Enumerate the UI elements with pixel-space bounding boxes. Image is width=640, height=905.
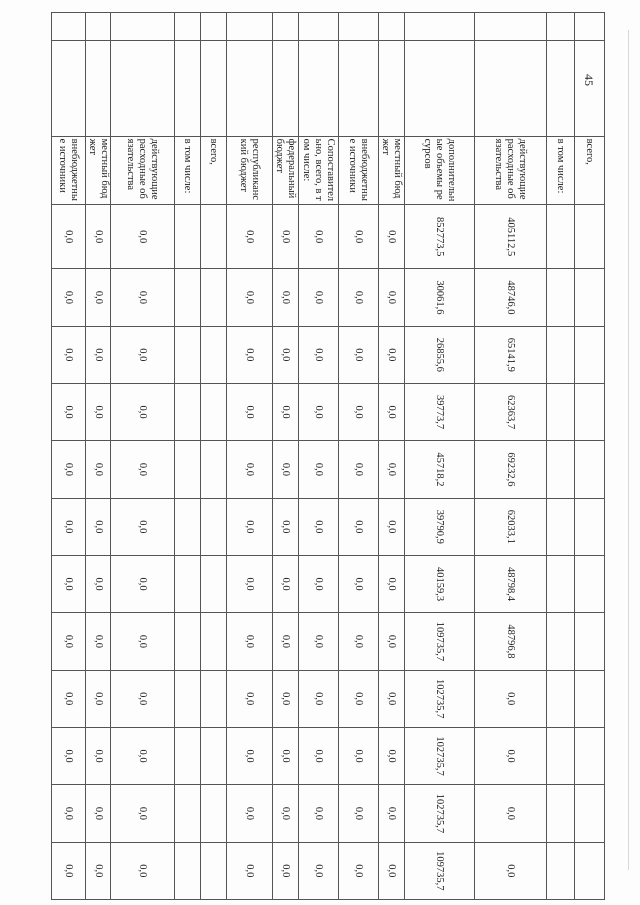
year-value-cell: 0,0: [379, 785, 405, 842]
year-value-cell: 0,0: [339, 727, 379, 784]
category-cell: всего,: [201, 136, 227, 205]
year-value-cell: [201, 383, 227, 440]
category-cell: действующие расходные обязательства: [111, 136, 175, 205]
blank-cell: [201, 13, 227, 41]
blank-cell: [379, 41, 405, 137]
year-value-cell: 0,0: [339, 670, 379, 727]
table-row: [547, 13, 575, 900]
table-row: [52, 13, 86, 900]
year-value-cell: [175, 555, 201, 612]
year-value-cell: 0,0: [111, 441, 175, 498]
year-value-cell: 65141,9: [475, 326, 547, 383]
year-value-cell: 0,0: [379, 670, 405, 727]
total-cell: [175, 205, 201, 269]
total-cell: 0,0: [52, 205, 86, 269]
category-cell: федеральный бюджет: [273, 136, 299, 205]
category-cell: Сопоставительно, всего, в том числе:: [299, 136, 339, 205]
year-value-cell: 0,0: [52, 441, 86, 498]
year-value-cell: [547, 269, 575, 326]
year-value-cell: 0,0: [475, 727, 547, 784]
year-value-cell: 0,0: [111, 269, 175, 326]
year-value-cell: 0,0: [379, 441, 405, 498]
blank-cell: [175, 41, 201, 137]
blank-cell: [227, 13, 273, 41]
year-value-cell: 0,0: [339, 842, 379, 899]
year-value-cell: 0,0: [86, 326, 111, 383]
category-cell: местный бюджет: [379, 136, 405, 205]
year-value-cell: 109735,7: [405, 842, 475, 899]
year-value-cell: 0,0: [227, 670, 273, 727]
table-row: [227, 13, 273, 900]
year-value-cell: [575, 785, 605, 842]
year-value-cell: 0,0: [52, 613, 86, 670]
year-value-cell: [575, 613, 605, 670]
year-value-cell: 0,0: [299, 613, 339, 670]
table-row: [405, 13, 475, 900]
year-value-cell: [175, 383, 201, 440]
year-value-cell: [175, 785, 201, 842]
table-row: [273, 13, 299, 900]
blank-cell: [273, 13, 299, 41]
year-value-cell: 0,0: [52, 670, 86, 727]
year-value-cell: [175, 269, 201, 326]
year-value-cell: [175, 326, 201, 383]
blank-cell: [52, 13, 86, 41]
year-value-cell: [575, 383, 605, 440]
year-value-cell: 0,0: [379, 326, 405, 383]
year-value-cell: 0,0: [339, 383, 379, 440]
year-value-cell: 102735,7: [405, 727, 475, 784]
year-value-cell: [201, 613, 227, 670]
blank-cell: [475, 41, 547, 137]
year-value-cell: [201, 269, 227, 326]
blank-cell: [86, 41, 111, 137]
blank-cell: [547, 41, 575, 137]
year-value-cell: [201, 498, 227, 555]
category-cell: в том числе:: [547, 136, 575, 205]
total-cell: [201, 205, 227, 269]
year-value-cell: 0,0: [299, 670, 339, 727]
table-row: [575, 13, 605, 900]
year-value-cell: [547, 383, 575, 440]
table-row: [201, 13, 227, 900]
year-value-cell: 0,0: [379, 842, 405, 899]
year-value-cell: 0,0: [86, 498, 111, 555]
year-value-cell: 0,0: [299, 842, 339, 899]
year-value-cell: 0,0: [273, 326, 299, 383]
year-value-cell: [175, 613, 201, 670]
blank-cell: [379, 13, 405, 41]
year-value-cell: 0,0: [273, 785, 299, 842]
total-cell: 0,0: [111, 205, 175, 269]
year-value-cell: [547, 785, 575, 842]
table-row: [175, 13, 201, 900]
year-value-cell: 0,0: [273, 441, 299, 498]
year-value-cell: 0,0: [52, 555, 86, 612]
year-value-cell: 0,0: [299, 441, 339, 498]
year-value-cell: [175, 498, 201, 555]
budget-table: [51, 12, 605, 900]
year-value-cell: [201, 441, 227, 498]
year-value-cell: 0,0: [273, 613, 299, 670]
year-value-cell: 0,0: [273, 842, 299, 899]
year-value-cell: 0,0: [52, 785, 86, 842]
year-value-cell: 0,0: [86, 670, 111, 727]
year-value-cell: [175, 670, 201, 727]
category-cell: местный бюджет: [86, 136, 111, 205]
year-value-cell: 0,0: [299, 555, 339, 612]
year-value-cell: 0,0: [339, 441, 379, 498]
year-value-cell: [175, 842, 201, 899]
year-value-cell: 48746,0: [475, 269, 547, 326]
blank-cell: [175, 13, 201, 41]
total-cell: [575, 205, 605, 269]
year-value-cell: [547, 670, 575, 727]
year-value-cell: 0,0: [379, 727, 405, 784]
blank-cell: [405, 41, 475, 137]
total-cell: 0,0: [227, 205, 273, 269]
year-value-cell: [201, 670, 227, 727]
page-number: 45: [582, 74, 596, 86]
year-value-cell: 48796,8: [475, 613, 547, 670]
year-value-cell: 0,0: [379, 383, 405, 440]
year-value-cell: 39773,7: [405, 383, 475, 440]
year-value-cell: 0,0: [111, 785, 175, 842]
year-value-cell: 0,0: [111, 670, 175, 727]
blank-cell: [339, 41, 379, 137]
year-value-cell: 0,0: [86, 727, 111, 784]
year-value-cell: [547, 441, 575, 498]
rotated-table-wrapper: [57, 0, 605, 905]
year-value-cell: 0,0: [227, 326, 273, 383]
total-cell: 0,0: [379, 205, 405, 269]
year-value-cell: 0,0: [52, 498, 86, 555]
year-value-cell: [201, 326, 227, 383]
year-value-cell: 69232,6: [475, 441, 547, 498]
year-value-cell: 0,0: [86, 383, 111, 440]
year-value-cell: 0,0: [299, 326, 339, 383]
budget-table-body: [52, 13, 605, 900]
year-value-cell: 0,0: [299, 498, 339, 555]
year-value-cell: 0,0: [379, 555, 405, 612]
blank-cell: [273, 41, 299, 137]
table-row: [379, 13, 405, 900]
blank-cell: [405, 13, 475, 41]
blank-cell: [111, 41, 175, 137]
year-value-cell: 0,0: [273, 727, 299, 784]
year-value-cell: 0,0: [86, 785, 111, 842]
category-cell: внебюджетные источники: [52, 136, 86, 205]
year-value-cell: [575, 441, 605, 498]
year-value-cell: [201, 785, 227, 842]
year-value-cell: 0,0: [273, 555, 299, 612]
year-value-cell: [575, 727, 605, 784]
year-value-cell: 0,0: [227, 842, 273, 899]
year-value-cell: [575, 555, 605, 612]
year-value-cell: 0,0: [299, 785, 339, 842]
category-cell: действующие расходные обязательства: [475, 136, 547, 205]
year-value-cell: 0,0: [111, 727, 175, 784]
year-value-cell: 0,0: [227, 785, 273, 842]
year-value-cell: 102735,7: [405, 670, 475, 727]
year-value-cell: 0,0: [86, 441, 111, 498]
year-value-cell: 0,0: [339, 785, 379, 842]
year-value-cell: 0,0: [86, 269, 111, 326]
year-value-cell: 0,0: [475, 842, 547, 899]
year-value-cell: [175, 727, 201, 784]
year-value-cell: 0,0: [273, 670, 299, 727]
year-value-cell: 0,0: [111, 555, 175, 612]
year-value-cell: 0,0: [111, 613, 175, 670]
year-value-cell: 48798,4: [475, 555, 547, 612]
total-cell: 0,0: [299, 205, 339, 269]
year-value-cell: 0,0: [273, 269, 299, 326]
year-value-cell: 45718,2: [405, 441, 475, 498]
table-row: [111, 13, 175, 900]
year-value-cell: [575, 498, 605, 555]
category-cell: внебюджетные источники: [339, 136, 379, 205]
year-value-cell: 0,0: [227, 269, 273, 326]
year-value-cell: 0,0: [52, 383, 86, 440]
year-value-cell: 0,0: [86, 842, 111, 899]
year-value-cell: 30061,6: [405, 269, 475, 326]
year-value-cell: 62033,1: [475, 498, 547, 555]
category-cell: республиканский бюджет: [227, 136, 273, 205]
year-value-cell: 0,0: [273, 498, 299, 555]
year-value-cell: [201, 842, 227, 899]
year-value-cell: 0,0: [339, 269, 379, 326]
year-value-cell: [547, 498, 575, 555]
year-value-cell: 0,0: [227, 727, 273, 784]
table-row: [339, 13, 379, 900]
year-value-cell: [575, 842, 605, 899]
year-value-cell: [547, 555, 575, 612]
category-cell: всего,: [575, 136, 605, 205]
year-value-cell: 0,0: [52, 842, 86, 899]
year-value-cell: 0,0: [86, 613, 111, 670]
total-cell: 0,0: [86, 205, 111, 269]
total-cell: 0,0: [339, 205, 379, 269]
year-value-cell: 62363,7: [475, 383, 547, 440]
year-value-cell: 0,0: [475, 670, 547, 727]
year-value-cell: 0,0: [111, 383, 175, 440]
blank-cell: [86, 13, 111, 41]
year-value-cell: [201, 555, 227, 612]
category-cell: дополнительные объемы ресурсов: [405, 136, 475, 205]
year-value-cell: 0,0: [111, 326, 175, 383]
year-value-cell: 0,0: [299, 727, 339, 784]
blank-cell: [547, 13, 575, 41]
year-value-cell: 0,0: [227, 613, 273, 670]
year-value-cell: 0,0: [227, 498, 273, 555]
blank-cell: [201, 41, 227, 137]
blank-cell: [299, 41, 339, 137]
blank-cell: [475, 13, 547, 41]
year-value-cell: 0,0: [227, 441, 273, 498]
year-value-cell: 0,0: [52, 727, 86, 784]
year-value-cell: [575, 670, 605, 727]
year-value-cell: 40159,3: [405, 555, 475, 612]
year-value-cell: 0,0: [339, 326, 379, 383]
year-value-cell: [201, 727, 227, 784]
year-value-cell: 102735,7: [405, 785, 475, 842]
blank-cell: [52, 41, 86, 137]
year-value-cell: 0,0: [339, 613, 379, 670]
year-value-cell: [547, 842, 575, 899]
table-row: [86, 13, 111, 900]
total-cell: 405112,5: [475, 205, 547, 269]
table-row: [475, 13, 547, 900]
year-value-cell: [547, 326, 575, 383]
total-cell: 852773,5: [405, 205, 475, 269]
scan-edge-line: [628, 30, 629, 870]
year-value-cell: 39790,9: [405, 498, 475, 555]
year-value-cell: 0,0: [339, 555, 379, 612]
year-value-cell: [175, 441, 201, 498]
blank-cell: [111, 13, 175, 41]
year-value-cell: 0,0: [111, 842, 175, 899]
year-value-cell: 0,0: [52, 326, 86, 383]
year-value-cell: 0,0: [299, 269, 339, 326]
table-row: [299, 13, 339, 900]
year-value-cell: 0,0: [475, 785, 547, 842]
year-value-cell: 0,0: [379, 613, 405, 670]
year-value-cell: [547, 613, 575, 670]
year-value-cell: 0,0: [227, 555, 273, 612]
category-cell: в том числе:: [175, 136, 201, 205]
total-cell: 0,0: [273, 205, 299, 269]
blank-cell: [339, 13, 379, 41]
year-value-cell: 0,0: [339, 498, 379, 555]
blank-cell: [575, 41, 605, 137]
year-value-cell: 0,0: [379, 269, 405, 326]
year-value-cell: [575, 269, 605, 326]
year-value-cell: 0,0: [273, 383, 299, 440]
blank-cell: [299, 13, 339, 41]
total-cell: [547, 205, 575, 269]
year-value-cell: 0,0: [299, 383, 339, 440]
year-value-cell: 0,0: [379, 498, 405, 555]
year-value-cell: 0,0: [86, 555, 111, 612]
year-value-cell: 0,0: [111, 498, 175, 555]
year-value-cell: [547, 727, 575, 784]
year-value-cell: [575, 326, 605, 383]
blank-cell: [575, 13, 605, 41]
year-value-cell: 26855,6: [405, 326, 475, 383]
year-value-cell: 109735,7: [405, 613, 475, 670]
year-value-cell: 0,0: [52, 269, 86, 326]
blank-cell: [227, 41, 273, 137]
year-value-cell: 0,0: [227, 383, 273, 440]
